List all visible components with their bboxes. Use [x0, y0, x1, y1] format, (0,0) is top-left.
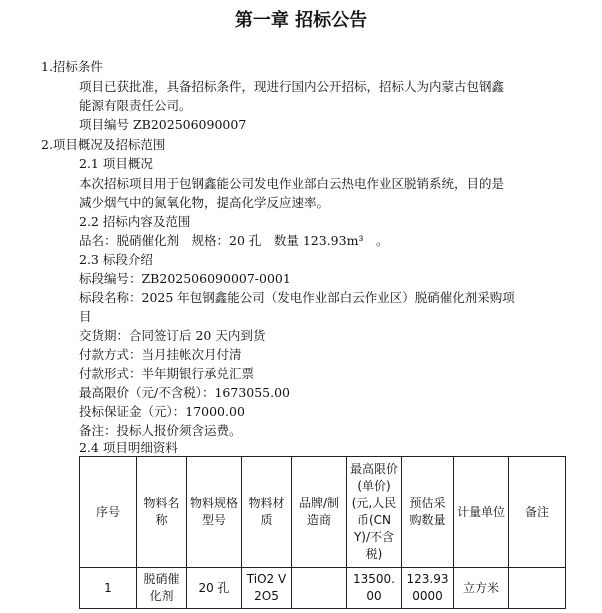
- lot-name-line1: 标段名称：2025 年包钢鑫能公司（发电作业部白云作业区）脱硝催化剂采购项: [79, 290, 515, 305]
- header-cell: 物料材质: [242, 457, 292, 568]
- table-cell: 13500.00: [347, 568, 402, 609]
- table-header-row: [80, 457, 566, 568]
- table-cell: 脱硝催化剂: [137, 568, 187, 609]
- remark: 备注：投标人报价须含运费。: [79, 423, 242, 438]
- scope-text: 品名：脱硝催化剂 规格：20 孔 数量 123.93m³ 。: [79, 233, 389, 248]
- bid-bond: 投标保证金（元）：17000.00: [79, 404, 245, 419]
- conditions-text-line2: 能源有限责任公司。: [79, 98, 192, 113]
- max-price: 最高限价（元/不含税）：1673055.00: [79, 385, 291, 400]
- overview-text-line2: 减少烟气中的氮氧化物，提高化学反应速率。: [79, 195, 330, 210]
- overview-text-line1: 本次招标项目用于包钢鑫能公司发电作业部白云热电作业区脱销系统，目的是: [79, 176, 505, 191]
- section1-heading: 1.招标条件: [41, 59, 103, 74]
- header-cell: 最高限价(单价)(元,人民币(CNY)/不含税): [347, 457, 402, 568]
- lot-heading: 2.3 标段介绍: [79, 252, 153, 267]
- conditions-text-line1: 项目已获批准，具备招标条件，现进行国内公开招标，招标人为内蒙古包钢鑫: [79, 79, 505, 94]
- lot-number: 标段编号：ZB202506090007-0001: [79, 271, 291, 286]
- header-cell: 品牌/制造商: [292, 457, 347, 568]
- overview-heading: 2.1 项目概况: [79, 156, 153, 171]
- table-cell: TiO2 V2O5: [242, 568, 292, 609]
- table-cell: [292, 568, 347, 609]
- scope-heading: 2.2 招标内容及范围: [79, 214, 191, 229]
- table-cell: 1: [80, 568, 137, 609]
- chapter-title: 第一章 招标公告: [234, 10, 368, 31]
- payment-method: 付款方式：当月挂帐次月付清: [79, 347, 242, 362]
- delivery-period: 交货期：合同签订后 20 天内到货: [79, 328, 266, 343]
- table-cell: 立方米: [454, 568, 509, 609]
- lot-name-line2: 目: [79, 309, 92, 324]
- header-cell: 预估采购数量: [402, 457, 454, 568]
- section2-heading: 2.项目概况及招标范围: [41, 137, 166, 152]
- header-cell: 备注: [509, 457, 566, 568]
- detail-heading: 2.4 项目明细资料: [79, 440, 178, 455]
- table-cell: 123.930000: [402, 568, 454, 609]
- header-cell: 计量单位: [454, 457, 509, 568]
- table-cell: 20 孔: [187, 568, 242, 609]
- project-number: 项目编号 ZB202506090007: [79, 117, 247, 132]
- payment-form: 付款形式：半年期银行承兑汇票: [79, 366, 255, 381]
- table-row: [80, 568, 566, 609]
- header-cell: 物料名称: [137, 457, 187, 568]
- header-cell: 序号: [80, 457, 137, 568]
- detail-table: [79, 456, 566, 609]
- header-cell: 物料规格型号: [187, 457, 242, 568]
- table-cell: [509, 568, 566, 609]
